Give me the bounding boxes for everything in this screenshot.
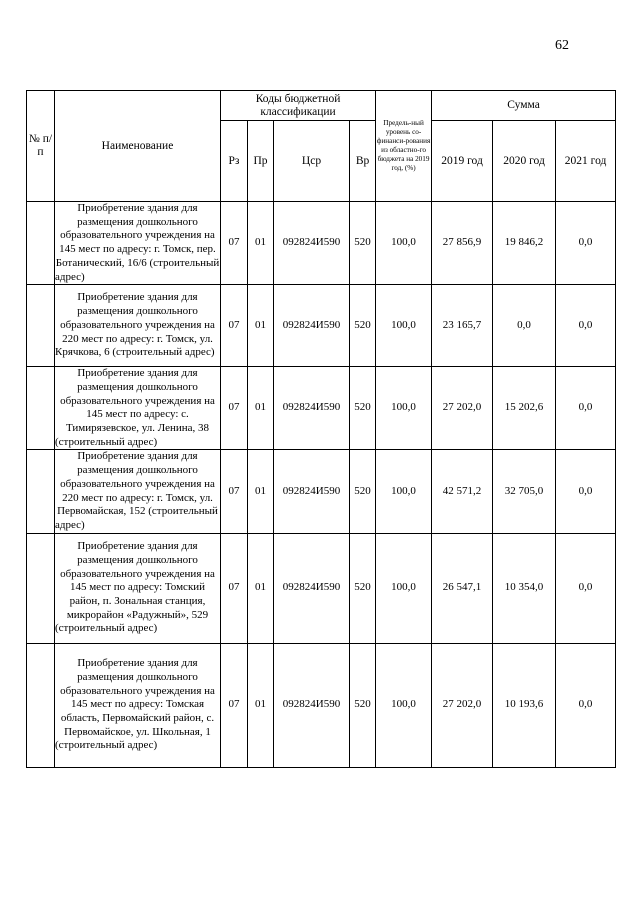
row-name: Приобретение здания для размещения дошкольного образовательного учреждения на 145 мест по адресу: Томский район, п. Зональная станция, микрорайон «Радужный», 529 (строительный адрес) (55, 533, 221, 643)
header-csr: Цср (274, 121, 350, 202)
row-2019: 27 202,0 (432, 643, 493, 767)
row-csr: 092824И590 (274, 285, 350, 367)
header-2020: 2020 год (493, 121, 556, 202)
row-vr: 520 (350, 643, 376, 767)
row-csr: 092824И590 (274, 450, 350, 533)
row-2021: 0,0 (556, 533, 616, 643)
header-vr: Вр (350, 121, 376, 202)
header-2021: 2021 год (556, 121, 616, 202)
table-row (27, 643, 616, 767)
table-row (27, 367, 616, 450)
row-limit: 100,0 (376, 367, 432, 450)
table-row (27, 285, 616, 367)
row-name: Приобретение здания для размещения дошкольного образовательного учреждения на 220 мест по адресу: г. Томск, ул. Крячкова, 6 (строительный адрес) (55, 285, 221, 367)
row-pr: 01 (248, 643, 274, 767)
row-vr: 520 (350, 285, 376, 367)
table-row (27, 450, 616, 533)
row-num (27, 202, 55, 285)
header-2019: 2019 год (432, 121, 493, 202)
table-row (27, 202, 616, 285)
row-2019: 23 165,7 (432, 285, 493, 367)
row-limit: 100,0 (376, 450, 432, 533)
table-header (27, 91, 616, 202)
row-pr: 01 (248, 533, 274, 643)
row-2020: 10 354,0 (493, 533, 556, 643)
header-cofinancing-limit: Предель-ный уровень со-финанси-рования из областно-го бюджета на 2019 год, (%) (376, 91, 432, 202)
row-2019: 27 202,0 (432, 367, 493, 450)
table-row (27, 533, 616, 643)
row-2021: 0,0 (556, 202, 616, 285)
row-pr: 01 (248, 285, 274, 367)
row-num (27, 367, 55, 450)
row-rz: 07 (221, 450, 248, 533)
row-name: Приобретение здания для размещения дошкольного образовательного учреждения на 220 мест по адресу: г. Томск, ул. Первомайская, 152 (строительный адрес) (55, 450, 221, 533)
row-limit: 100,0 (376, 202, 432, 285)
row-2019: 42 571,2 (432, 450, 493, 533)
header-num: № п/п (27, 91, 55, 202)
row-num (27, 643, 55, 767)
row-2020: 32 705,0 (493, 450, 556, 533)
header-rz: Рз (221, 121, 248, 202)
row-name: Приобретение здания для размещения дошкольного образовательного учреждения на 145 мест по адресу: г. Томск, пер. Ботанический, 16/6 (строительный адрес) (55, 202, 221, 285)
row-2020: 0,0 (493, 285, 556, 367)
row-2021: 0,0 (556, 367, 616, 450)
row-2021: 0,0 (556, 285, 616, 367)
row-num (27, 285, 55, 367)
row-2020: 10 193,6 (493, 643, 556, 767)
row-pr: 01 (248, 202, 274, 285)
row-pr: 01 (248, 450, 274, 533)
row-limit: 100,0 (376, 285, 432, 367)
row-rz: 07 (221, 643, 248, 767)
row-vr: 520 (350, 533, 376, 643)
row-vr: 520 (350, 450, 376, 533)
page-number: 62 (555, 38, 569, 53)
row-rz: 07 (221, 285, 248, 367)
row-pr: 01 (248, 367, 274, 450)
row-2020: 19 846,2 (493, 202, 556, 285)
row-limit: 100,0 (376, 533, 432, 643)
row-csr: 092824И590 (274, 367, 350, 450)
row-name: Приобретение здания для размещения дошкольного образовательного учреждения на 145 мест по адресу: Томская область, Первомайский район, с. Первомайское, ул. Школьная, 1 (строительный адрес) (55, 643, 221, 767)
row-rz: 07 (221, 533, 248, 643)
row-2021: 0,0 (556, 643, 616, 767)
row-vr: 520 (350, 202, 376, 285)
row-num (27, 533, 55, 643)
header-sum: Сумма (432, 91, 616, 121)
row-2021: 0,0 (556, 450, 616, 533)
row-rz: 07 (221, 367, 248, 450)
row-limit: 100,0 (376, 643, 432, 767)
row-2019: 27 856,9 (432, 202, 493, 285)
row-csr: 092824И590 (274, 533, 350, 643)
row-num (27, 450, 55, 533)
row-csr: 092824И590 (274, 643, 350, 767)
row-rz: 07 (221, 202, 248, 285)
header-pr: Пр (248, 121, 274, 202)
row-2019: 26 547,1 (432, 533, 493, 643)
row-csr: 092824И590 (274, 202, 350, 285)
row-vr: 520 (350, 367, 376, 450)
header-name: Наименование (55, 91, 221, 202)
budget-table (26, 90, 616, 768)
row-name: Приобретение здания для размещения дошкольного образовательного учреждения на 145 мест по адресу: с. Тимирязевское, ул. Ленина, 38 (строительный адрес) (55, 367, 221, 450)
row-2020: 15 202,6 (493, 367, 556, 450)
header-budget-codes: Коды бюджетной классификации (221, 91, 376, 121)
